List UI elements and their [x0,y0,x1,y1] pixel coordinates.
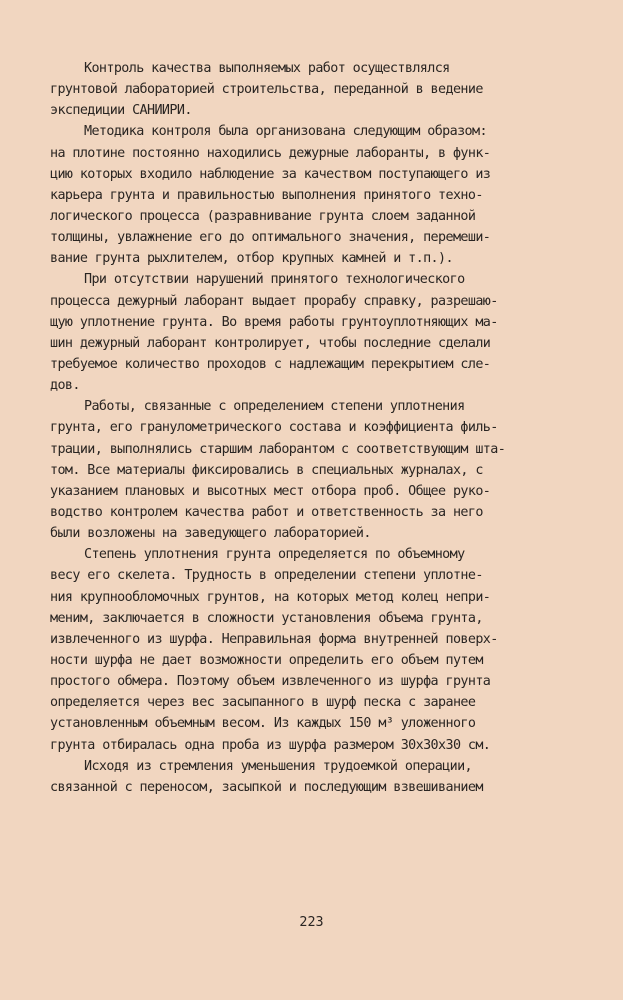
text-line: грунта отбиралась одна проба из шурфа размером 30х30х30 см. [50,737,491,753]
text-line: связанной с переносом, засыпкой и последующим взвешиванием [50,779,483,795]
text-line: шин дежурный лаборант контролирует, чтобы последние сделали [50,335,491,351]
text-line: ности шурфа не дает возможности определить его объем путем [50,652,483,668]
text-line: экспедиции САНИИРИ. [50,103,192,119]
text-line: водство контролем качества работ и ответственность за него [50,504,483,520]
text-line: установленным объемным весом. Из каждых 150 м³ уложенного [50,716,476,732]
text-line: том. Все материалы фиксировались в специальных журналах, с [50,462,483,478]
body-text [50,58,550,798]
text-line: определяется через вес засыпанного в шурф песка с заранее [50,695,476,711]
text-line: простого обмера. Поэтому объем извлеченного из шурфа грунта [50,674,491,690]
text-line: логического процесса (разравнивание грунта слоем заданной [50,208,476,224]
text-line: грунта, его гранулометрического состава и коэффициента филь- [50,420,498,436]
text-line: ния крупнообломочных грунтов, на которых метод колец непри- [50,589,491,605]
text-line: Работы, связанные с определением степени уплотнения [84,399,465,415]
text-line: были возложены на заведующего лабораторией. [50,526,371,542]
text-line: Контроль качества выполняемых работ осуществлялся [84,61,450,76]
text-line: Исходя из стремления уменьшения трудоемкой операции, [84,758,473,774]
text-line: меним, заключается в сложности установления объема грунта, [50,610,483,626]
text-line: процесса дежурный лаборант выдает прорабу справку, разрешаю- [50,293,498,309]
text-line: карьера грунта и правильностью выполнения принятого техно- [50,187,483,203]
text-line: При отсутствии нарушений принятого технологического [84,272,465,288]
text-line: на плотине постоянно находились дежурные лаборанты, в функ- [50,145,491,161]
text-line: цию которых входило наблюдение за качеством поступающего из [50,166,491,182]
text-line: дов. [50,378,80,394]
text-line: вание грунта рыхлителем, отбор крупных камней и т.п.). [50,251,453,267]
text-line: извлеченного из шурфа. Неправильная форма внутренней поверх- [50,631,498,647]
text-line: толщины, увлажнение его до оптимального значения, перемеши- [50,230,491,246]
text-line: требуемое количество проходов с надлежащим перекрытием сле- [50,356,491,372]
text-line: Степень уплотнения грунта определяется по объемному [84,547,465,563]
text-line: трации, выполнялись старшим лаборантом с соответствующим шта- [50,441,506,457]
text-line: Методика контроля была организована следующим образом: [84,124,487,140]
text-line: весу его скелета. Трудность в определении степени уплотне- [50,568,483,584]
page-number: 223 [299,915,324,930]
text-line: грунтовой лабораторией строительства, переданной в ведение [50,82,483,98]
text-line: щую уплотнение грунта. Во время работы грунтоуплотняющих ма- [50,314,498,330]
text-line: указанием плановых и высотных мест отбора проб. Общее руко- [50,483,491,499]
